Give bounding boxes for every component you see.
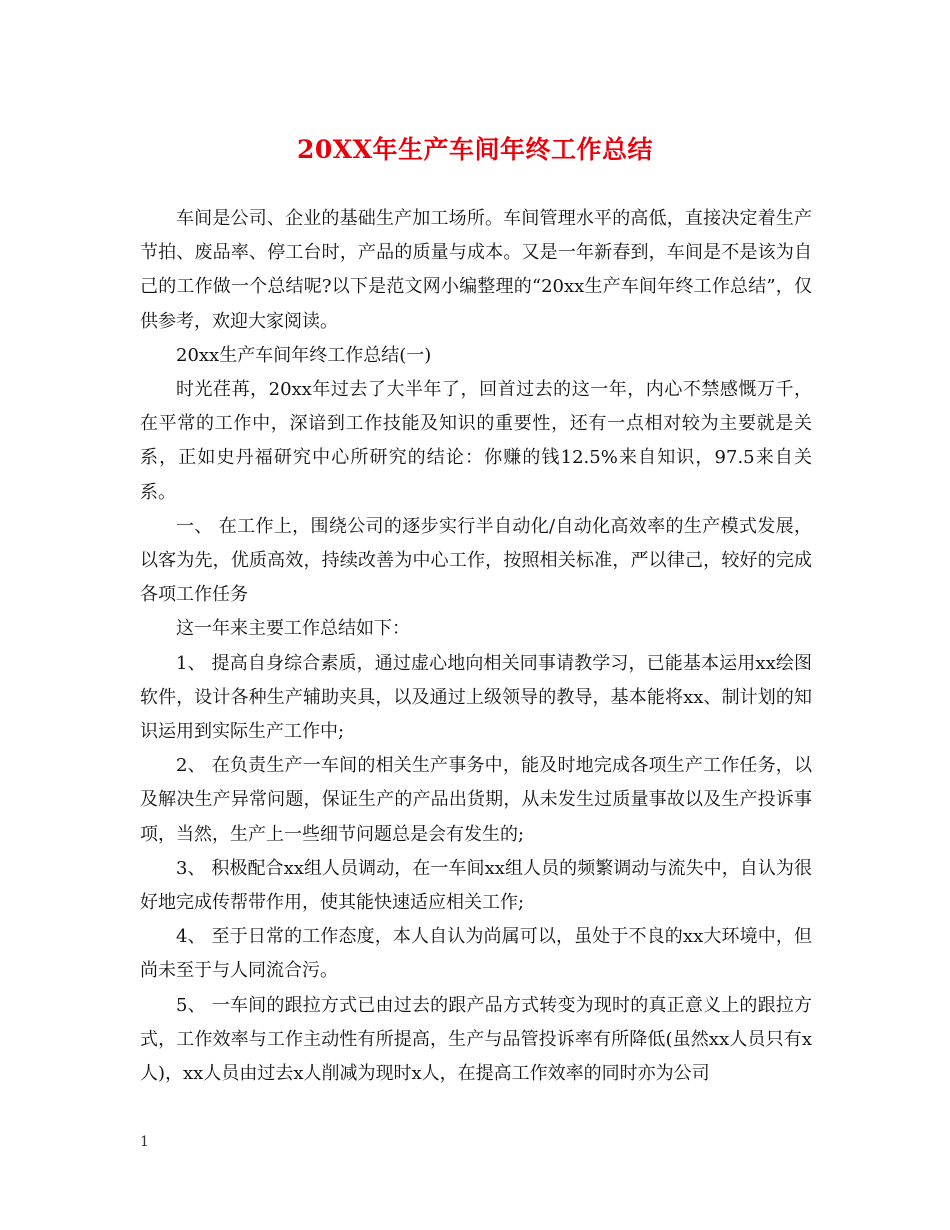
page-number: 1 [140,1134,149,1150]
paragraph-reflection: 时光荏苒，20xx年过去了大半年了，回首过去的这一年，内心不禁感慨万千，在平常的工作中，深谙到工作技能及知识的重要性，还有一点相对较为主要就是关系，正如史丹福研究中心所研究的结论：你赚的钱12.5%来自知识，97.5来自关系。 [140,379,812,503]
document-title: 20XX年生产车间年终工作总结 [296,135,654,164]
paragraph-item-1: 1、 提高自身综合素质，通过虚心地向相关同事请教学习，已能基本运用xx绘图软件，设计各种生产辅助夹具，以及通过上级领导的教导，基本能将xx、制计划的知识运用到实际生产工作中; [140,652,812,743]
paragraph-section-heading: 20xx生产车间年终工作总结(一) [176,344,432,366]
paragraph-summary-lead: 这一年来主要工作总结如下： [176,618,410,640]
document-body [140,202,812,1091]
paragraph-item-4: 4、 至于日常的工作态度，本人自认为尚属可以，虽处于不良的xx大环境中，但尚未至于与人同流合污。 [140,926,812,982]
paragraph-item-2: 2、 在负责生产一车间的相关生产事务中，能及时地完成各项生产工作任务，以及解决生产异常问题，保证生产的产品出货期，从未发生过质量事故以及生产投诉事项，当然，生产上一些细节问题总是会有发生的; [140,755,812,845]
paragraph-work-focus: 一、 在工作上，围绕公司的逐步实行半自动化/自动化高效率的生产模式发展，以客为先，优质高效，持续改善为中心工作，按照相关标准，严以律己，较好的完成各项工作任务 [140,515,812,606]
paragraph-intro: 车间是公司、企业的基础生产加工场所。车间管理水平的高低，直接决定着生产节拍、废品率、停工台时，产品的质量与成本。又是一年新春到，车间是不是该为自己的工作做一个总结呢?以下是范文网小编整理的“20xx生产车间年终工作总结”，仅供参考，欢迎大家阅读。 [140,208,812,332]
paragraph-item-5: 5、 一车间的跟拉方式已由过去的跟产品方式转变为现时的真正意义上的跟拉方式，工作效率与工作主动性有所提高，生产与品管投诉率有所降低(虽然xx人员只有x人)，xx人员由过去x人削减为现时x人，在提高工作效率的同时亦为公司 [140,994,812,1085]
paragraph-item-3: 3、 积极配合xx组人员调动，在一车间xx组人员的频繁调动与流失中，自认为很好地完成传帮带作用，使其能快速适应相关工作; [140,857,812,914]
